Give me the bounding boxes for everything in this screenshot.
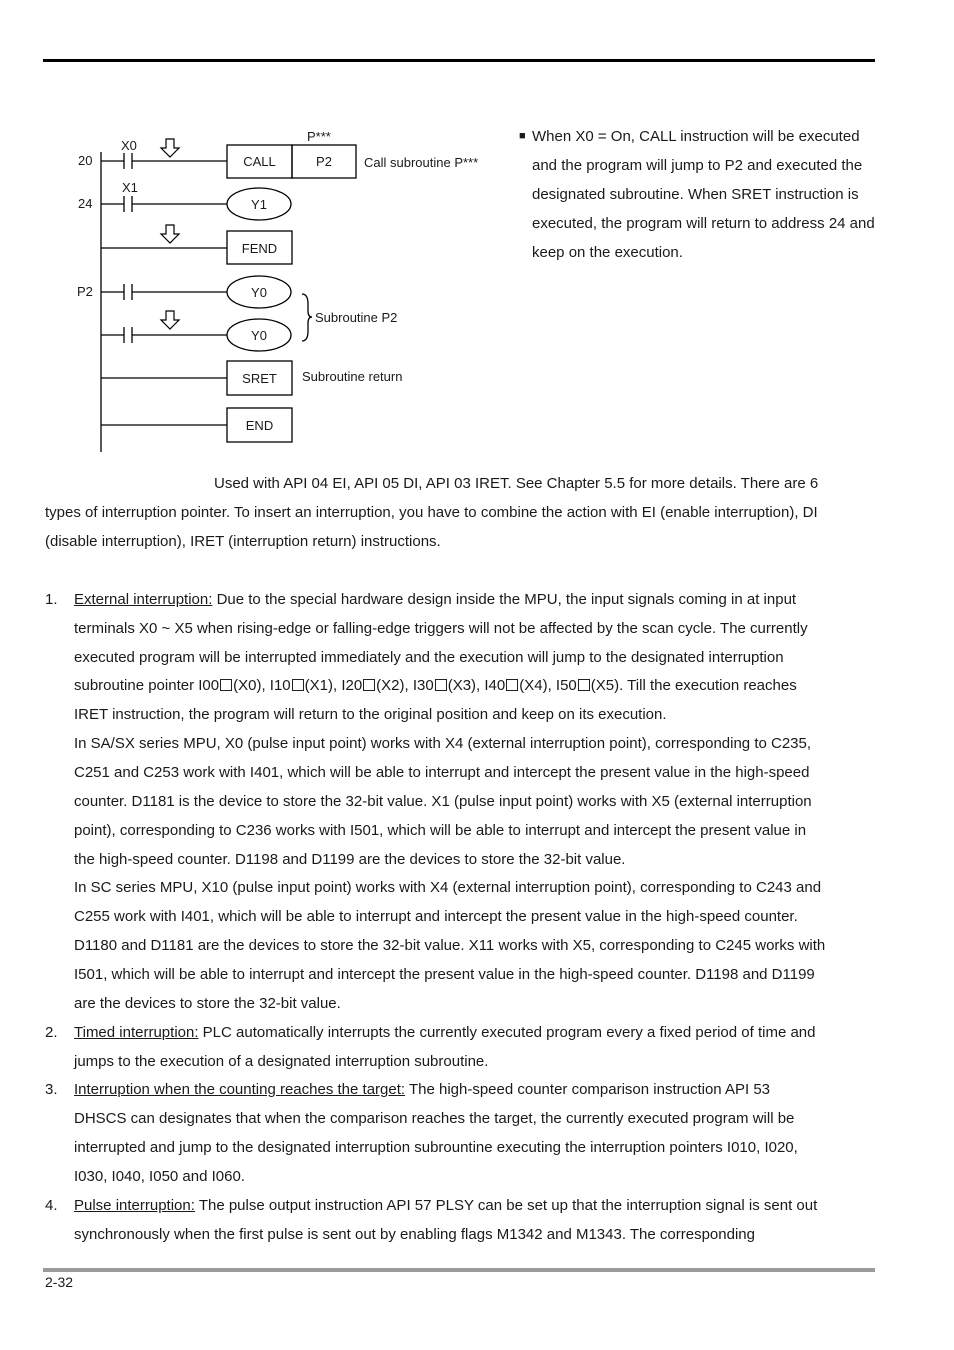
coil-y0-a-label: Y0 xyxy=(251,285,267,300)
bullet-icon: ■ xyxy=(519,130,526,142)
subroutine-brace xyxy=(302,294,312,341)
item-1-line-11: In SC series MPU, X10 (pulse input point) works with X4 (external interruption point), corresponding to C243 and xyxy=(74,879,822,896)
pointer-p2: P2 xyxy=(77,284,93,299)
item-3-number: 3. xyxy=(45,1081,58,1098)
item-1-line-10: the high-speed counter. D1198 and D1199 are the devices to store the 32-bit value. xyxy=(74,851,626,868)
item-4-number: 4. xyxy=(45,1197,58,1214)
item-3-line-1: Interruption when the counting reaches the target: The high-speed counter comparison instruction API 53 xyxy=(74,1081,771,1098)
item-1-line-2: terminals X0 ~ X5 when rising-edge or falling-edge triggers will not be affected by the scan cycle. The currently xyxy=(74,620,808,637)
end-label: END xyxy=(245,418,274,433)
item-1-line-15: are the devices to store the 32-bit value. xyxy=(74,995,341,1012)
intro-line-1: Used with API 04 EI, API 05 DI, API 03 IRET. See Chapter 5.5 for more details. There are 6 xyxy=(214,475,819,492)
item-1-line-13: D1180 and D1181 are the devices to store the 32-bit value. X11 works with X5, corresponding to C245 works with xyxy=(74,937,826,954)
item-1-number: 1. xyxy=(45,591,58,608)
fend-label: FEND xyxy=(241,241,278,256)
operand-label: P*** xyxy=(307,129,331,144)
placeholder-box xyxy=(220,679,232,691)
intro-line-3: (disable interruption), IRET (interruption return) instructions. xyxy=(45,533,441,550)
subroutine-note: Subroutine P2 xyxy=(315,310,398,325)
call-note: Call subroutine P*** xyxy=(364,155,479,170)
item-1-line-1: External interruption: Due to the special hardware design inside the MPU, the input signals coming in at input xyxy=(74,591,797,608)
placeholder-box xyxy=(292,679,304,691)
item-3-line-2: DHSCS can designates that when the comparison reaches the target, the currently executed program will be xyxy=(74,1110,795,1127)
step-24: 24 xyxy=(78,196,93,211)
contact-x0-label: X0 xyxy=(121,138,137,153)
sret-note: Subroutine return xyxy=(302,369,403,384)
item-3-title: Interruption when the counting reaches the target: xyxy=(74,1081,406,1098)
side-note-text: When X0 = On, CALL instruction will be executed and the program will jump to P2 and executed the designated subroutine. When SRET instruction is executed, the program will return to address 24 and keep on the execution. xyxy=(532,128,875,261)
placeholder-box xyxy=(506,679,518,691)
intro-line-2: types of interruption pointer. To insert an interruption, you have to combine the action with EI (enable interruption), DI xyxy=(45,504,818,521)
placeholder-box xyxy=(578,679,590,691)
page-number: 2-32 xyxy=(45,1274,74,1290)
item-2-line-1: Timed interruption: PLC automatically interrupts the currently executed program every a fixed period of time and xyxy=(74,1024,816,1041)
item-4-title: Pulse interruption: xyxy=(74,1197,195,1214)
coil-y1-label: Y1 xyxy=(251,197,267,212)
item-1-line-5: IRET instruction, the program will return to the original position and keep on its execution. xyxy=(74,706,667,723)
item-1-line-9: point), corresponding to C236 works with I501, which will be able to interrupt and intercept the present value in xyxy=(74,822,807,839)
item-1-line-12: C255 work with I401, which will be able to interrupt and intercept the present value in the high-speed counter. xyxy=(74,908,798,925)
down-arrow-icon xyxy=(161,139,179,157)
item-2-line-2: jumps to the execution of a designated interruption subroutine. xyxy=(74,1053,489,1070)
item-3-line-3: interrupted and jump to the designated interruption subrountine executing the interruption pointers I010, I020, xyxy=(74,1139,798,1156)
call-label: CALL xyxy=(243,154,276,169)
contact-x1-label: X1 xyxy=(122,180,138,195)
placeholder-box xyxy=(363,679,375,691)
item-3-line-4: I030, I040, I050 and I060. xyxy=(74,1168,245,1185)
placeholder-box xyxy=(435,679,447,691)
item-1-line-4: subroutine pointer I00 (X0), I10 (X1), I20 (X2), I30 (X3), I40 (X4), I50 (X5). Till the execution reaches xyxy=(74,677,797,694)
down-arrow-icon xyxy=(161,311,179,329)
item-1-title: External interruption: xyxy=(74,591,213,608)
item-4-line-2: synchronously when the first pulse is sent out by enabling flags M1342 and M1343. The corresponding xyxy=(74,1226,755,1243)
item-2-title: Timed interruption: xyxy=(74,1024,199,1041)
item-4-line-1: Pulse interruption: The pulse output instruction API 57 PLSY can be set up that the interruption signal is sent out xyxy=(74,1197,818,1214)
down-arrow-icon xyxy=(161,225,179,243)
step-20: 20 xyxy=(78,153,93,168)
coil-y0-b-label: Y0 xyxy=(251,328,267,343)
side-note xyxy=(519,122,879,267)
item-2-number: 2. xyxy=(45,1024,58,1041)
item-1-line-7: C251 and C253 work with I401, which will be able to interrupt and intercept the present value in the high-speed xyxy=(74,764,810,781)
item-1-line-3: executed program will be interrupted immediately and the execution will jump to the designated interruption xyxy=(74,649,784,666)
item-1-line-8: counter. D1181 is the device to store the 32-bit value. X1 (pulse input point) works with X5 (external interruption xyxy=(74,793,812,810)
sret-label: SRET xyxy=(242,371,277,386)
call-operand: P2 xyxy=(316,154,332,169)
item-1-line-6: In SA/SX series MPU, X0 (pulse input point) works with X4 (external interruption point), corresponding to C235, xyxy=(74,735,812,752)
item-1-line-14: I501, which will be able to interrupt and intercept the present value in the high-speed counter. D1198 and D1199 xyxy=(74,966,815,983)
footer-rule xyxy=(43,1268,875,1272)
